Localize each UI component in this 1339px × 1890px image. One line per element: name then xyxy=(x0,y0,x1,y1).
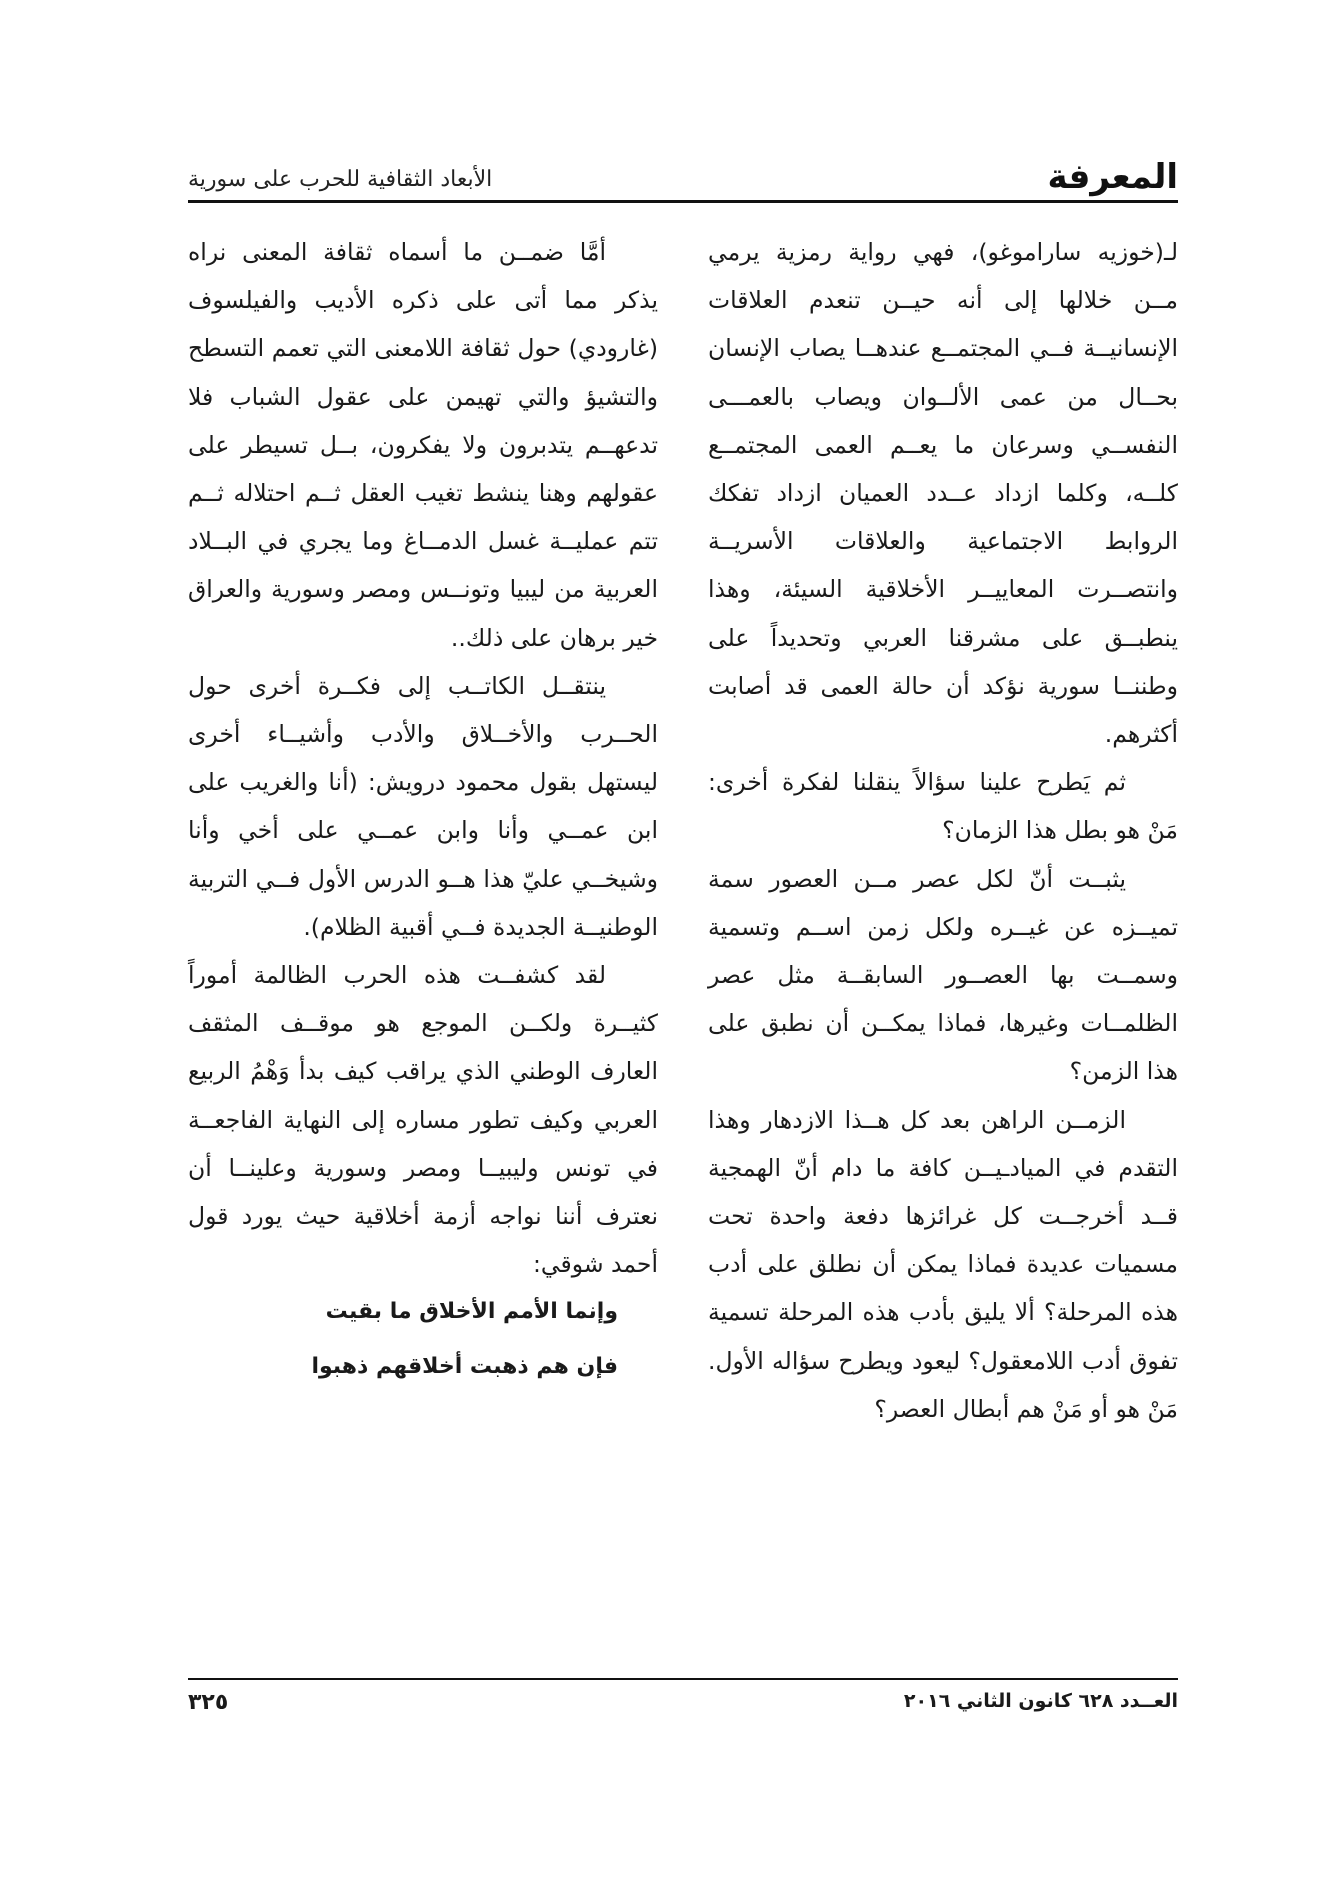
paragraph: ثم يَطرح علينا سؤالاً ينقلنا لفكرة أخرى: مَنْ هو بطل هذا الزمان؟ xyxy=(708,768,1178,845)
page-footer xyxy=(188,1690,1178,1715)
header-divider xyxy=(188,200,1178,203)
poem-verse-line: وإنما الأمم الأخلاق ما بقيت xyxy=(325,1299,618,1325)
paragraph: أمَّا ضمــن ما أسماه ثقافة المعنى نراه يذكر مما أتى على ذكره الأديب والفيلسوف (غارودي) حول ثقافة اللامعنى التي تعمم التسطح والتشيؤ والتي تهيمن على عقول الشباب فلا تدعهــم يتدبرون ولا يفكرون، بــل تسيطر على عقولهم وهنا ينشط تغيب العقل ثــم احتلاله ثــم تتم عمليــة غسل الدمــاغ وما يجري في البــلاد العربية من ليبيا وتونــس ومصر وسورية والعراق خير برهان على ذلك.. xyxy=(188,238,658,652)
paragraph: ينتقــل الكاتــب إلى فكــرة أخرى حول الحــرب والأخــلاق والأدب وأشيــاء أخرى ليستهل بقول محمود درويش: (أنا والغريب على ابن عمــي وأنا وابن عمــي على أخي وأنا وشيخــي عليّ هذا هــو الدرس الأول فــي التربية الوطنيــة الجديدة فــي أقبية الظلام). xyxy=(188,671,658,941)
paragraph: لـ(خوزيه ساراموغو)، فهي رواية رمزية يرمي مــن خلالها إلى أنه حيــن تنعدم العلاقات الإنسانيــة فــي المجتمــع عندهــا يصاب الإنسان بحــال من عمى الألــوان ويصاب بالعمـــى النفســي وسرعان ما يعــم العمى المجتمــع كلــه، وكلما ازداد عــدد العميان ازداد تفكك الروابط الاجتماعية والعلاقات الأسريــة وانتصــرت المعاييــر الأخلاقية السيئة، وهذا ينطبــق على مشرقنا العربي وتحديداً على وطننــا سورية نؤكد أن حالة العمى قد أصابت أكثرهم. xyxy=(708,238,1178,749)
magazine-logo: المعرفة xyxy=(1047,157,1178,197)
page-number: ٣٢٥ xyxy=(188,1690,229,1715)
issue-info: العــدد ٦٢٨ كانون الثاني ٢٠١٦ xyxy=(903,1690,1178,1712)
paragraph: لقد كشفــت هذه الحرب الظالمة أموراً كثيــرة ولكــن الموجع هو موقــف المثقف العارف الوطني الذي يراقب كيف بدأ وَهْمُ الربيع العربي وكيف تطور مساره إلى النهاية الفاجعــة في تونس وليبيــا ومصر وسورية وعلينــا أن نعترف أننا نواجه أزمة أخلاقية حيث يورد قول أحمد شوقي: xyxy=(188,961,658,1279)
paragraph: يثبــت أنّ لكل عصر مــن العصور سمة تميــزه عن غيــره ولكل زمن اســم وتسمية وسمــت بها العصــور السابقــة مثل عصر الظلمــات وغيرها، فماذا يمكــن أن نطبق على هذا الزمن؟ xyxy=(708,864,1178,1086)
poem-verse-line: فإن هم ذهبت أخلاقهم ذهبوا xyxy=(311,1353,618,1379)
column-right xyxy=(708,228,1178,1658)
paragraph: الزمــن الراهن بعد كل هــذا الازدهار وهذا التقدم في الميادـيــن كافة ما دام أنّ الهمجية قــد أخرجــت كل غرائزها دفعة واحدة تحت مسميات عديدة فماذا يمكن أن نطلق على أدب هذه المرحلة؟ ألا يليق بأدب هذه المرحلة تسمية تفوق أدب اللامعقول؟ ليعود ويطرح سؤاله الأول. مَنْ هو أو مَنْ هم أبطال العصر؟ xyxy=(708,1105,1178,1423)
article-body xyxy=(188,228,1178,1658)
page-header xyxy=(188,150,1178,198)
running-title: الأبعاد الثقافية للحرب على سورية xyxy=(188,167,493,192)
footer-divider xyxy=(188,1678,1178,1680)
column-left xyxy=(188,228,658,1658)
